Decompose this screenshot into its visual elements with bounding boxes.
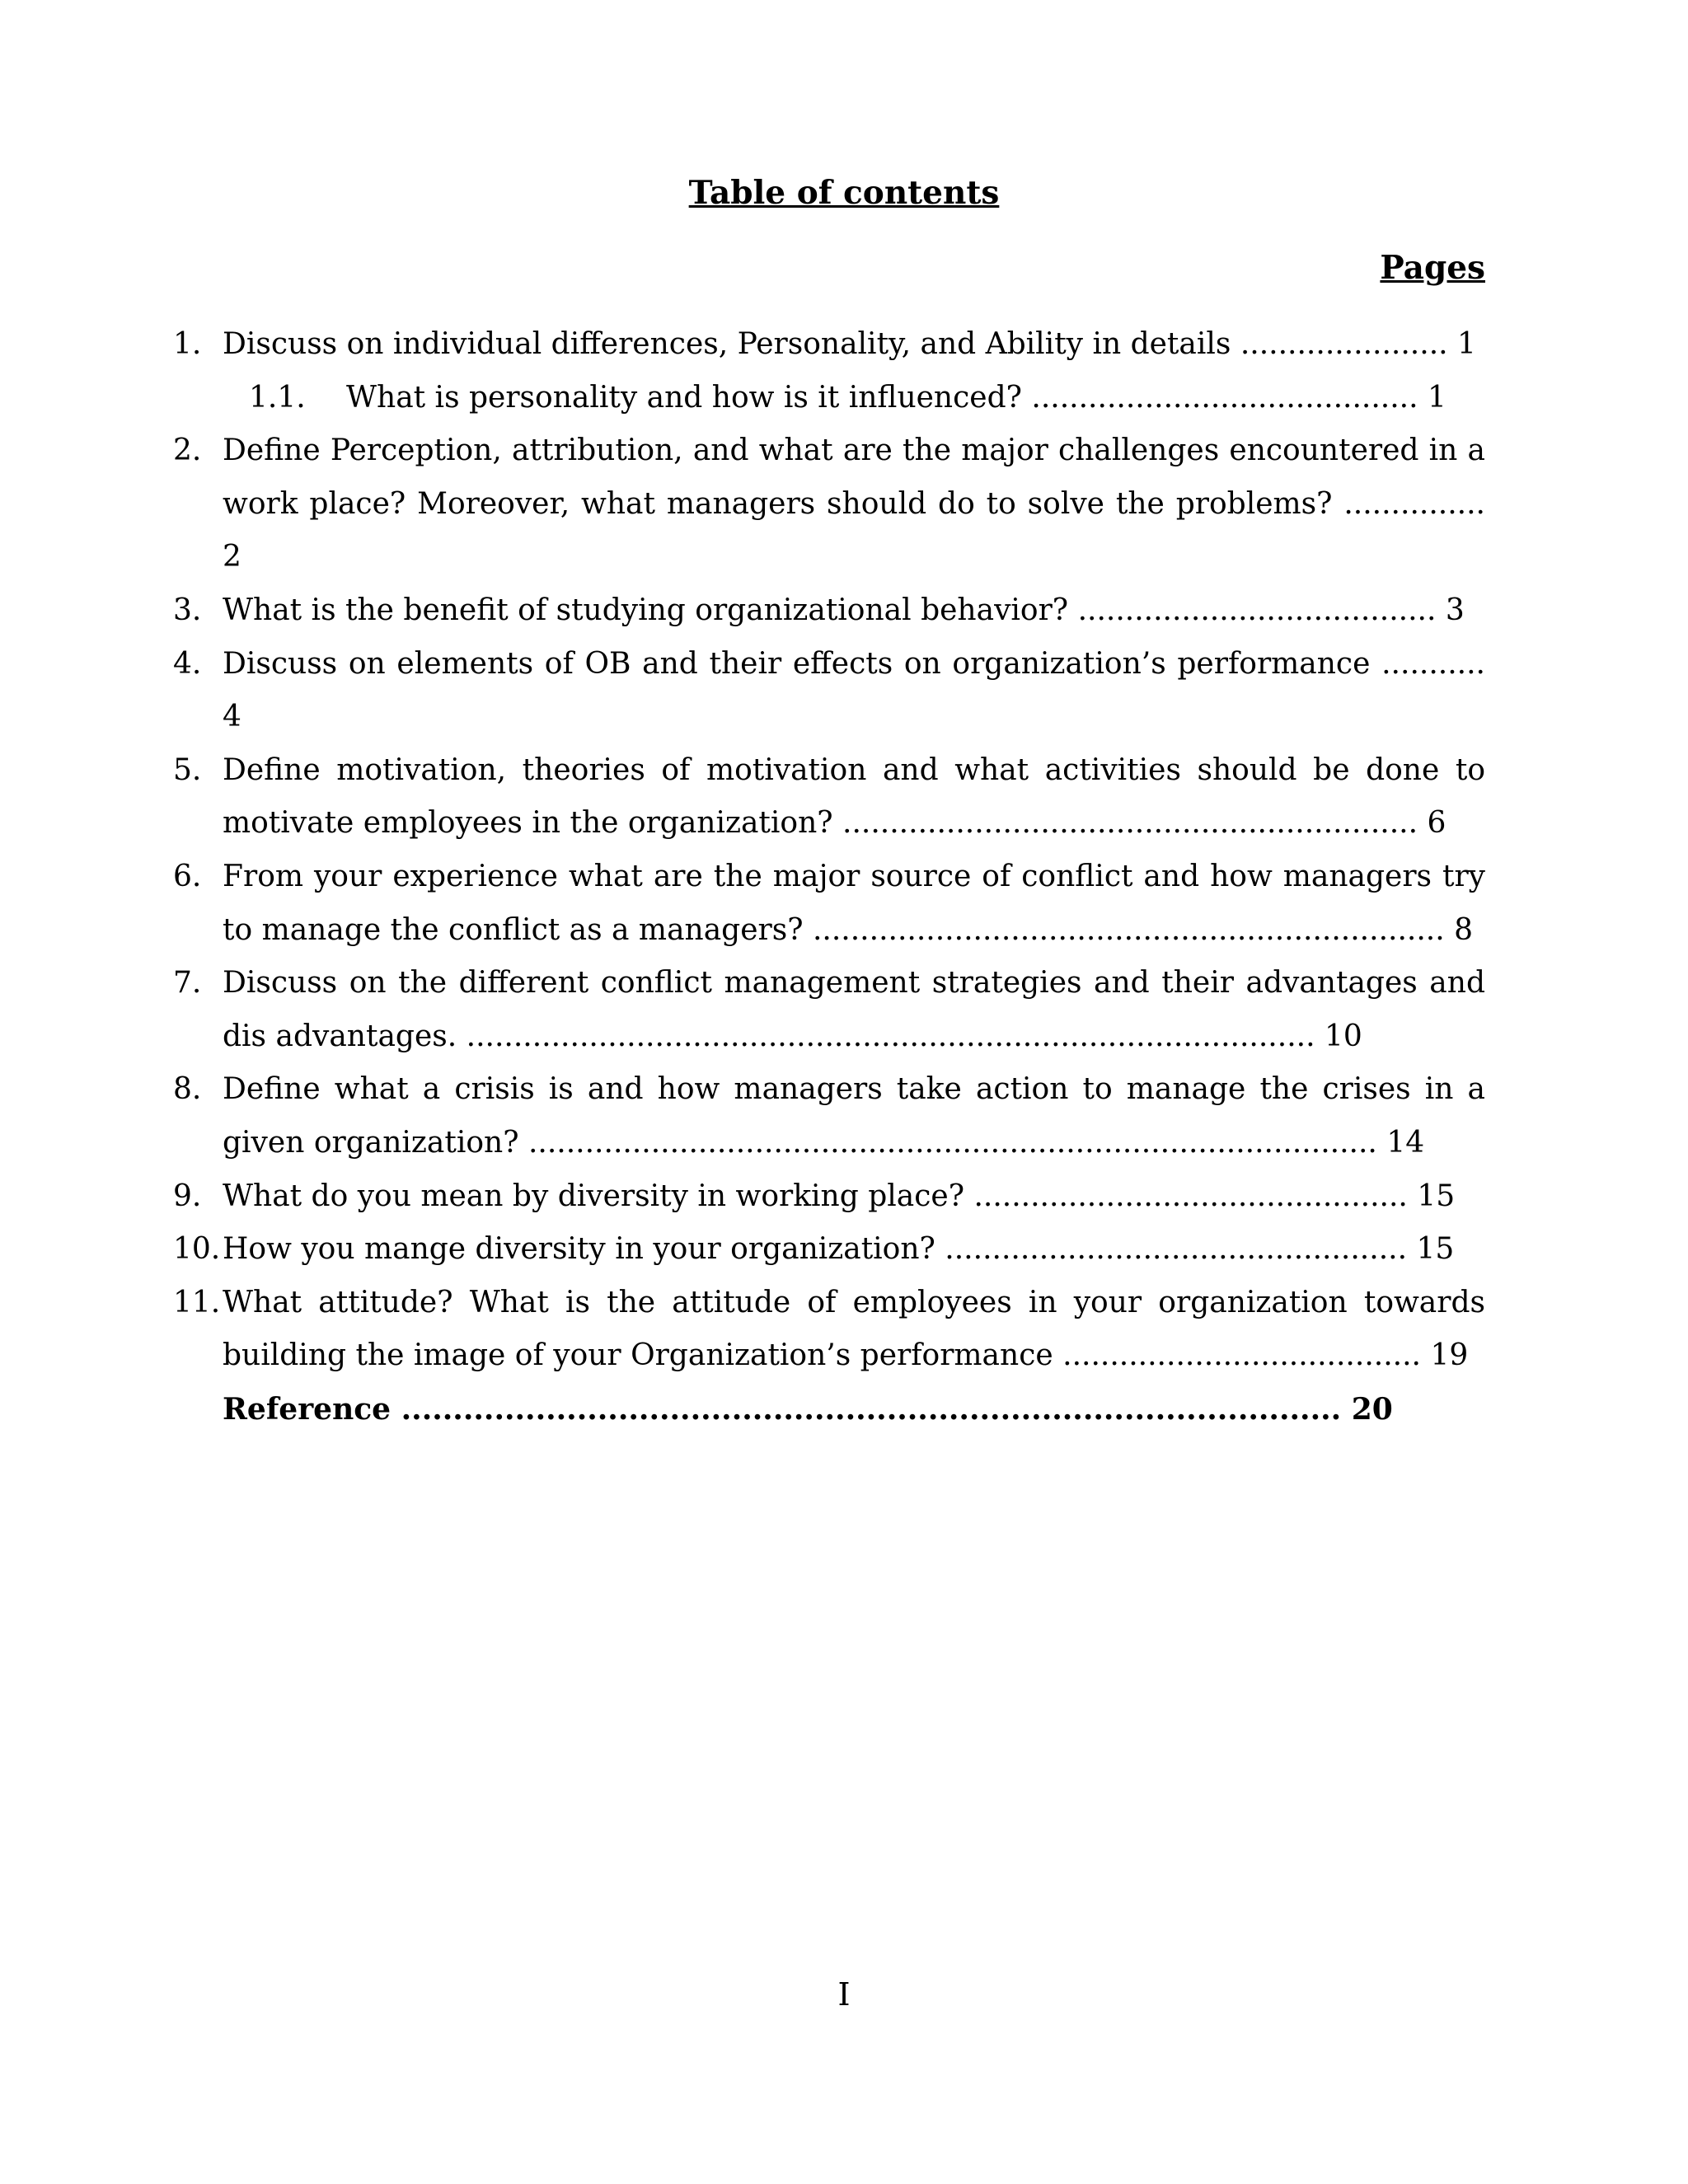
toc-entry — [0, 372, 1688, 425]
toc-entry-number: 10. — [173, 1232, 221, 1267]
toc-entry-leader-dots: ................................................................... — [812, 912, 1445, 947]
toc-entry-page-number: 20 — [1351, 1391, 1393, 1427]
toc-entry-page-number: 19 — [1430, 1338, 1469, 1373]
toc-entry — [0, 1383, 1688, 1436]
toc-entry — [0, 1277, 1688, 1383]
toc-entry-leader-dots: .............................................. — [973, 1179, 1408, 1213]
toc-entry — [0, 584, 1688, 638]
toc-entry-number: 7. — [173, 966, 202, 1001]
toc-entry-title: What do you mean by diversity in working place? — [223, 1179, 964, 1213]
toc-entry-number: 3. — [173, 593, 202, 627]
toc-entry — [0, 638, 1688, 744]
toc-entry-title: Reference — [223, 1391, 392, 1427]
toc-entry-number: 9. — [173, 1179, 202, 1213]
toc-entry-number: 2. — [173, 434, 202, 468]
toc-entry-leader-dots: ......................................... — [1031, 380, 1418, 415]
toc-entry-text-block — [223, 1223, 1485, 1277]
toc-entry — [0, 1063, 1688, 1169]
toc-entry-page-number: 1 — [1428, 380, 1447, 415]
toc-entry-page-number: 8 — [1454, 912, 1474, 947]
toc-entry-text-block — [223, 1063, 1485, 1169]
toc-entry-title: Define what a crisis is and how managers take action to manage the crises in a given organization? — [223, 1072, 1485, 1160]
toc-entry-leader-dots: ................................................. — [945, 1232, 1408, 1267]
toc-entry-leader-dots: ............... — [1343, 486, 1485, 521]
toc-entry-text-block — [223, 1383, 1485, 1436]
toc-entry-title: Define motivation, theories of motivation and what activities should be done to motivate employees in the organization? — [223, 752, 1485, 841]
toc-entry-title: Discuss on the different conflict management strategies and their advantages and dis advantages. — [223, 966, 1485, 1053]
toc-entry-page-number: 6 — [1427, 806, 1447, 841]
toc-entry — [0, 851, 1688, 957]
toc-entry — [0, 957, 1688, 1063]
toc-entry-number: 11. — [173, 1285, 221, 1319]
toc-entry-page-number: 15 — [1416, 1232, 1455, 1267]
toc-entry — [0, 318, 1688, 372]
toc-entry-text-block — [223, 1277, 1485, 1383]
toc-entry-text-block — [223, 1170, 1485, 1224]
toc-entry-leader-dots: ............................................................. — [842, 806, 1418, 841]
toc-entry — [0, 1170, 1688, 1224]
toc-entry-page-number: 1 — [1457, 327, 1476, 361]
toc-entry-number: 5. — [173, 752, 202, 787]
toc-entry-page-number: 2 — [223, 540, 241, 574]
toc-entry — [0, 424, 1688, 584]
page-number-footer: I — [837, 1976, 851, 2013]
toc-entry-number: 1. — [173, 327, 202, 361]
toc-entry-title: Discuss on individual differences, Personality, and Ability in details — [223, 327, 1231, 361]
toc-entry-leader-dots: .......................................................................................... — [528, 1125, 1377, 1160]
toc-entry-text-block — [223, 318, 1485, 372]
toc-entry-title: From your experience what are the major source of conflict and how managers try to manage the conflict as a managers? — [223, 859, 1485, 947]
toc-entry-page-number: 14 — [1386, 1125, 1425, 1160]
toc-entry-leader-dots: ...................................... — [1062, 1338, 1421, 1373]
toc-entry-title: What is the benefit of studying organizational behavior? — [223, 593, 1069, 627]
toc-entry-title: How you mange diversity in your organization? — [223, 1232, 935, 1267]
toc-entry — [0, 1223, 1688, 1277]
toc-entry-page-number: 10 — [1324, 1019, 1362, 1053]
toc-entry-text-block — [223, 957, 1485, 1063]
toc-entry-text-block — [223, 584, 1485, 638]
toc-title: Table of contents — [688, 174, 1000, 212]
toc-entry-title: Define Perception, attribution, and what are the major challenges encountered in a work place? Moreover, what managers should do to solve the problems? — [223, 434, 1485, 521]
toc-entry-leader-dots: ........... — [1381, 646, 1485, 681]
toc-entry-number: 4. — [173, 646, 202, 681]
toc-entry-number: 8. — [173, 1072, 202, 1107]
toc-entry-text-block — [223, 851, 1485, 957]
toc-entry-title: Discuss on elements of OB and their effects on organization’s performance — [223, 646, 1371, 681]
toc-entry-title: What attitude? What is the attitude of employees in your organization towards building the image of your Organization’s performance — [223, 1285, 1485, 1373]
toc-entry-leader-dots: .......................................................................................... — [466, 1019, 1315, 1053]
toc-entry-number: 6. — [173, 859, 202, 893]
toc-entry-text-block — [346, 372, 1469, 425]
pages-label: Pages — [1380, 249, 1485, 287]
toc-entry-page-number: 4 — [223, 700, 241, 734]
toc-entry-title: What is personality and how is it influenced? — [346, 380, 1022, 415]
toc-entry-page-number: 15 — [1417, 1179, 1456, 1213]
toc-entry-leader-dots: ...................................... — [1077, 593, 1437, 627]
toc-entry-text-block — [223, 744, 1485, 851]
toc-entry-page-number: 3 — [1445, 593, 1465, 627]
toc-entry — [0, 744, 1688, 851]
toc-list — [0, 318, 1688, 1436]
toc-entry-leader-dots: ........................................................................................... — [401, 1391, 1342, 1427]
toc-entry-text-block — [223, 424, 1485, 584]
toc-entry-leader-dots: ...................... — [1240, 327, 1448, 361]
toc-entry-number: 1.1. — [249, 380, 306, 415]
toc-entry-text-block — [223, 638, 1485, 744]
